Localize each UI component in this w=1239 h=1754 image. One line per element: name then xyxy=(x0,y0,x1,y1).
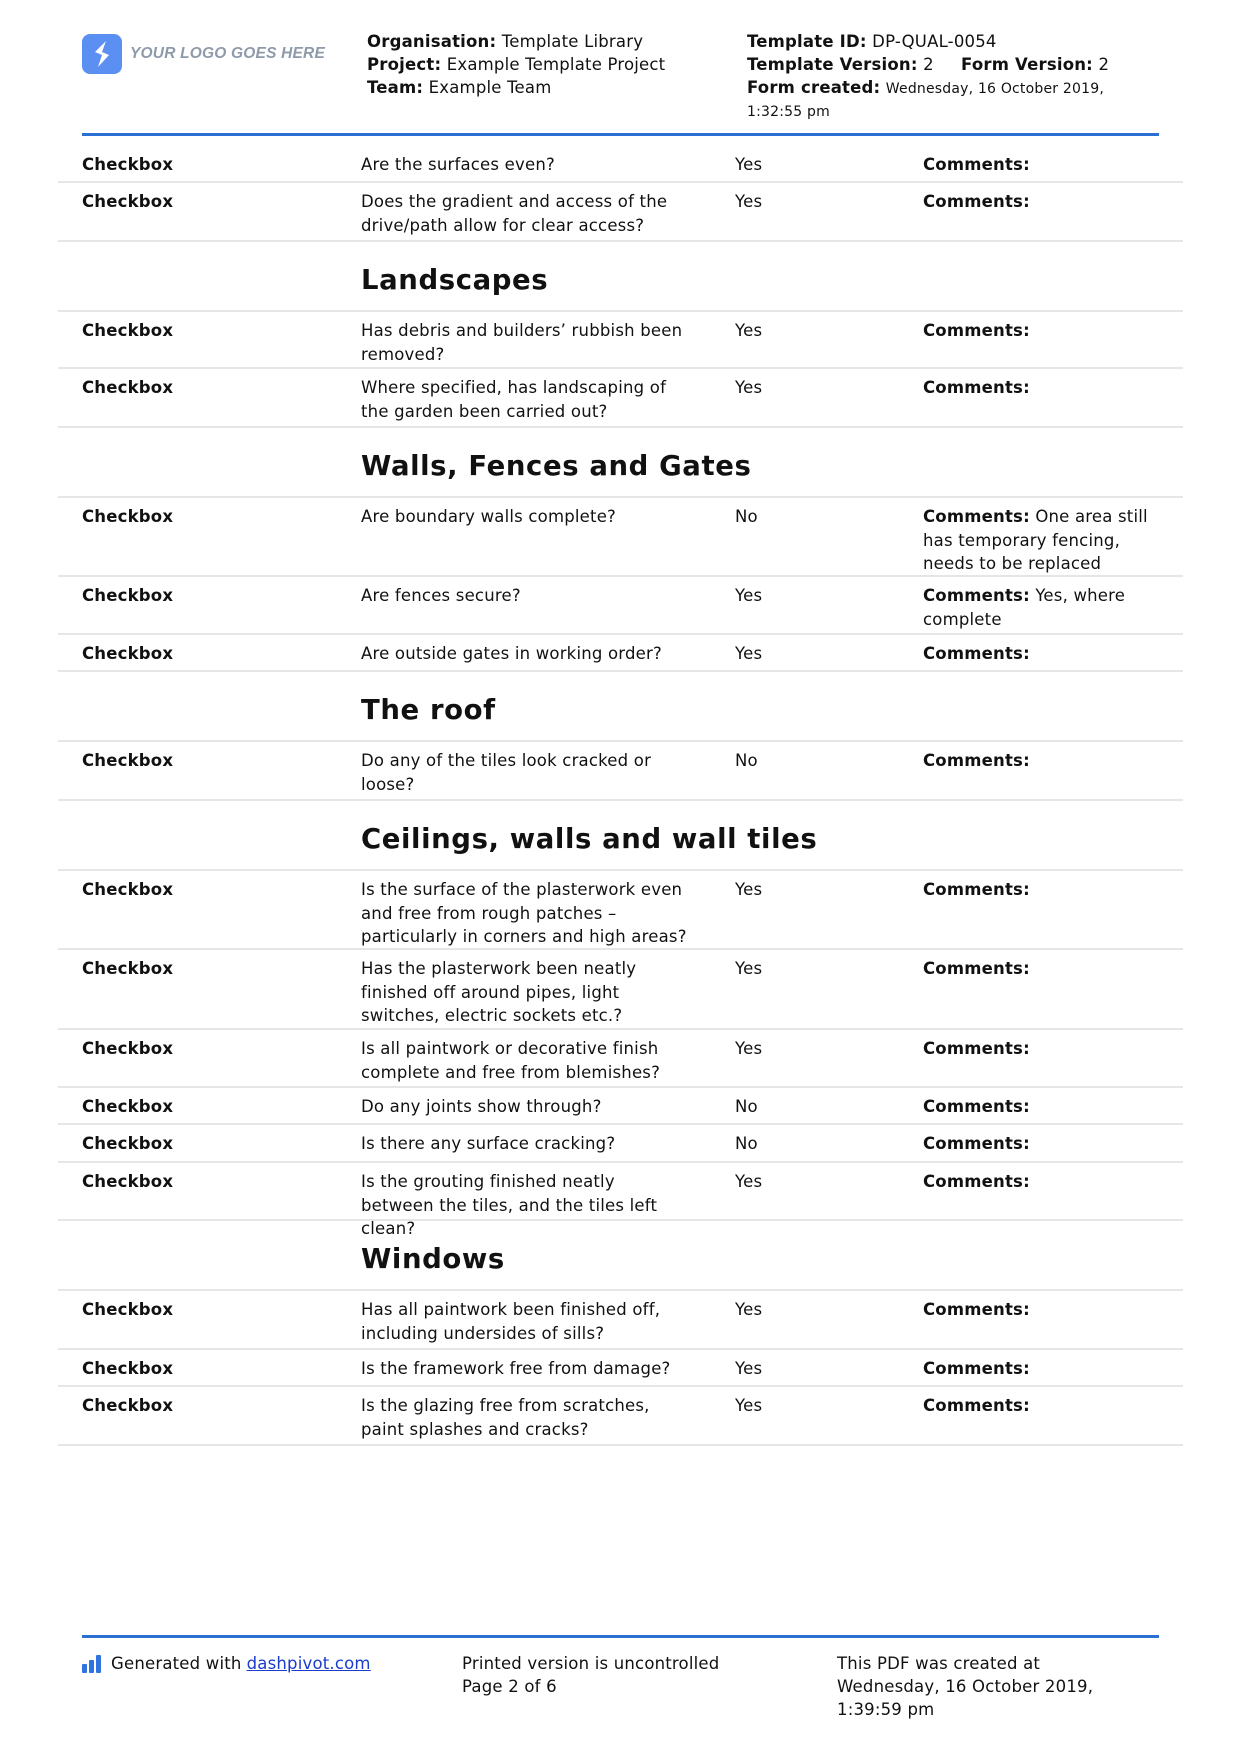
comments-cell xyxy=(923,505,1158,576)
question-text: Is all paintwork or decorative finish complete and free from blemishes? xyxy=(361,1039,661,1082)
section-header-row xyxy=(58,428,1183,498)
comments-cell xyxy=(923,1037,1158,1061)
comments-cell xyxy=(923,749,1158,773)
checklist-row xyxy=(58,742,1183,801)
comments-label: Comments: xyxy=(923,1172,1030,1191)
question-text: Has the plasterwork been neatly finished off around pipes, light switches, electric sockets etc.? xyxy=(361,959,637,1025)
comments-cell xyxy=(923,1298,1158,1322)
comments-label: Comments: xyxy=(923,1039,1030,1058)
comments-cell xyxy=(923,376,1158,400)
checklist-row xyxy=(58,498,1183,577)
checklist-row xyxy=(58,1125,1183,1163)
comments-label: Comments: xyxy=(923,1134,1030,1153)
header-template-info xyxy=(747,30,1109,124)
section-title: Landscapes xyxy=(361,264,549,296)
template-version-label: Template Version: xyxy=(747,55,918,74)
comments-cell xyxy=(923,153,1158,177)
logo-text: YOUR LOGO GOES HERE xyxy=(130,45,325,62)
footer-page-info xyxy=(462,1652,719,1698)
question-text: Is there any surface cracking? xyxy=(361,1134,616,1153)
comments-cell xyxy=(923,190,1158,214)
comments-label: Comments: xyxy=(923,1097,1030,1116)
field-type: Checkbox xyxy=(82,1300,174,1319)
form-version-value: 2 xyxy=(1098,55,1110,74)
checklist-row xyxy=(58,871,1183,950)
question-text: Are outside gates in working order? xyxy=(361,644,662,663)
checklist-row xyxy=(58,369,1183,428)
checklist-row xyxy=(58,635,1183,672)
field-type: Checkbox xyxy=(82,586,174,605)
checklist-row xyxy=(58,1088,1183,1125)
created-line-3: 1:39:59 pm xyxy=(837,1700,935,1719)
comments-label: Comments: xyxy=(923,644,1030,663)
question-text: Has debris and builders’ rubbish been removed? xyxy=(361,321,683,364)
comments-label: Comments: xyxy=(923,378,1030,397)
question-text: Is the grouting finished neatly between the tiles, and the tiles left clean? xyxy=(361,1172,658,1238)
comments-cell xyxy=(923,1170,1158,1194)
field-type: Checkbox xyxy=(82,959,174,978)
comments-label: Comments: xyxy=(923,155,1030,174)
template-id-value: DP-QUAL-0054 xyxy=(872,32,997,51)
section-header-row xyxy=(58,801,1183,871)
section-title: Windows xyxy=(361,1243,505,1275)
generated-with xyxy=(82,1652,371,1675)
field-type: Checkbox xyxy=(82,1097,174,1116)
comments-label: Comments: xyxy=(923,1300,1030,1319)
logo-icon xyxy=(82,34,122,74)
comments-cell xyxy=(923,957,1158,981)
organisation-value: Template Library xyxy=(501,32,644,51)
comments-label: Comments: xyxy=(923,959,1030,978)
section-title: Ceilings, walls and wall tiles xyxy=(361,823,818,855)
dashpivot-icon xyxy=(82,1655,103,1673)
field-type: Checkbox xyxy=(82,1359,174,1378)
question-text: Is the glazing free from scratches, paint splashes and cracks? xyxy=(361,1396,650,1439)
comments-cell xyxy=(923,319,1158,343)
footer-created-info xyxy=(837,1652,1137,1721)
answer-value: Yes xyxy=(735,1039,763,1058)
field-type: Checkbox xyxy=(82,155,174,174)
template-version-value: 2 xyxy=(923,55,934,74)
answer-value: Yes xyxy=(735,155,763,174)
checklist-row xyxy=(58,1387,1183,1446)
field-type: Checkbox xyxy=(82,192,174,211)
section-header-row xyxy=(58,242,1183,312)
section-header-row xyxy=(58,1221,1183,1291)
dashpivot-link[interactable]: dashpivot.com xyxy=(246,1654,371,1673)
question-text: Are fences secure? xyxy=(361,586,521,605)
generated-text: Generated with xyxy=(111,1654,242,1673)
answer-value: Yes xyxy=(735,644,763,663)
field-type: Checkbox xyxy=(82,644,174,663)
company-logo xyxy=(82,34,325,74)
field-type: Checkbox xyxy=(82,751,174,770)
answer-value: No xyxy=(735,507,758,526)
question-text: Do any joints show through? xyxy=(361,1097,602,1116)
uncontrolled-note: Printed version is uncontrolled xyxy=(462,1654,720,1673)
answer-value: Yes xyxy=(735,1359,763,1378)
field-type: Checkbox xyxy=(82,321,174,340)
footer-divider xyxy=(82,1635,1159,1638)
form-version-label: Form Version: xyxy=(961,55,1093,74)
project-value: Example Template Project xyxy=(446,55,666,74)
checklist-row xyxy=(58,950,1183,1030)
template-id-label: Template ID: xyxy=(747,32,867,51)
checklist-row xyxy=(58,1350,1183,1387)
comments-cell xyxy=(923,1095,1158,1119)
checklist-row xyxy=(58,1291,1183,1350)
checklist-row xyxy=(58,577,1183,635)
page-number: Page 2 of 6 xyxy=(462,1677,557,1696)
comments-cell xyxy=(923,1357,1158,1381)
answer-value: Yes xyxy=(735,192,763,211)
section-title: The roof xyxy=(361,694,496,726)
question-text: Where specified, has landscaping of the garden been carried out? xyxy=(361,378,667,421)
comments-label: Comments: xyxy=(923,586,1030,605)
field-type: Checkbox xyxy=(82,1172,174,1191)
page-header xyxy=(82,30,1159,140)
field-type: Checkbox xyxy=(82,507,174,526)
field-type: Checkbox xyxy=(82,1396,174,1415)
field-type: Checkbox xyxy=(82,1039,174,1058)
created-line-1: This PDF was created at xyxy=(837,1654,1041,1673)
comments-value: Yes, where complete xyxy=(923,586,1126,629)
header-divider xyxy=(82,133,1159,136)
team-label: Team: xyxy=(367,78,424,97)
answer-value: Yes xyxy=(735,586,763,605)
question-text: Are boundary walls complete? xyxy=(361,507,617,526)
answer-value: Yes xyxy=(735,880,763,899)
project-label: Project: xyxy=(367,55,442,74)
team-value: Example Team xyxy=(428,78,552,97)
comments-label: Comments: xyxy=(923,192,1030,211)
comments-label: Comments: xyxy=(923,880,1030,899)
header-project-info xyxy=(367,30,665,99)
checklist-row xyxy=(58,1030,1183,1088)
section-header-row xyxy=(58,672,1183,742)
comments-cell xyxy=(923,878,1158,902)
answer-value: Yes xyxy=(735,378,763,397)
comments-label: Comments: xyxy=(923,321,1030,340)
comments-label: Comments: xyxy=(923,507,1030,526)
field-type: Checkbox xyxy=(82,378,174,397)
question-text: Is the surface of the plasterwork even and free from rough patches – particularly in corners and high areas? xyxy=(361,880,687,946)
answer-value: No xyxy=(735,1134,758,1153)
checklist-table xyxy=(58,146,1183,1446)
comments-label: Comments: xyxy=(923,751,1030,770)
question-text: Are the surfaces even? xyxy=(361,155,555,174)
organisation-label: Organisation: xyxy=(367,32,497,51)
comments-value: One area still has temporary fencing, needs to be replaced xyxy=(923,507,1148,573)
comments-label: Comments: xyxy=(923,1396,1030,1415)
answer-value: Yes xyxy=(735,321,763,340)
field-type: Checkbox xyxy=(82,1134,174,1153)
answer-value: Yes xyxy=(735,959,763,978)
comments-label: Comments: xyxy=(923,1359,1030,1378)
question-text: Does the gradient and access of the drive/path allow for clear access? xyxy=(361,192,668,235)
comments-cell xyxy=(923,1394,1158,1418)
comments-cell xyxy=(923,642,1158,666)
answer-value: Yes xyxy=(735,1300,763,1319)
field-type: Checkbox xyxy=(82,880,174,899)
question-text: Do any of the tiles look cracked or loose? xyxy=(361,751,652,794)
answer-value: Yes xyxy=(735,1396,763,1415)
created-line-2: Wednesday, 16 October 2019, xyxy=(837,1677,1094,1696)
form-created-value: Wednesday, 16 October 2019, xyxy=(885,81,1104,97)
answer-value: Yes xyxy=(735,1172,763,1191)
comments-cell xyxy=(923,584,1158,631)
comments-cell xyxy=(923,1132,1158,1156)
checklist-row xyxy=(58,183,1183,242)
question-text: Has all paintwork been finished off, including undersides of sills? xyxy=(361,1300,661,1343)
checklist-row xyxy=(58,1163,1183,1238)
form-created-time: 1:32:55 pm xyxy=(747,104,830,120)
answer-value: No xyxy=(735,751,758,770)
checklist-row xyxy=(58,146,1183,183)
answer-value: No xyxy=(735,1097,758,1116)
form-created-label: Form created: xyxy=(747,78,881,97)
question-text: Is the framework free from damage? xyxy=(361,1359,671,1378)
checklist-row xyxy=(58,312,1183,369)
section-title: Walls, Fences and Gates xyxy=(361,450,752,482)
